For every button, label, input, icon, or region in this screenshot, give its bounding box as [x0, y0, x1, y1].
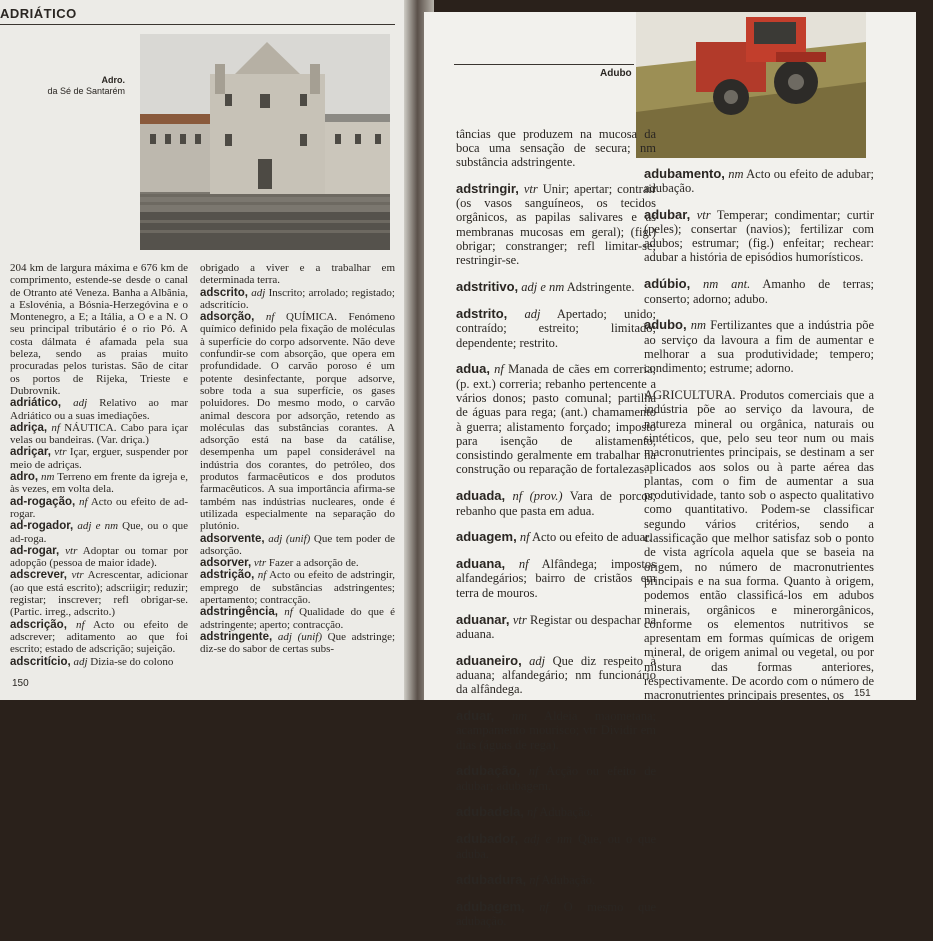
left-column-2: [200, 262, 395, 656]
headword: aduada,: [456, 488, 506, 504]
definition: O mesmo que adubação.: [456, 900, 657, 929]
part-of-speech: adj (unif): [268, 532, 311, 545]
definition: Içar, erguer, suspender por meio de adriças.: [10, 446, 189, 471]
headword: adubadela,: [456, 804, 524, 820]
entry-adstringir: [456, 182, 656, 268]
part-of-speech: adj e nm: [523, 832, 573, 847]
entry-aduaneiro: [456, 654, 656, 697]
entry-adubamento: [644, 167, 874, 196]
entry-continuation: tâncias que produzem na mucosa da boca uma sensação de secura; nm substância adstringente.: [456, 126, 656, 170]
headword: aduaneiro,: [456, 652, 522, 668]
definition: Dizia-se do colono: [90, 655, 174, 668]
part-of-speech: nf: [51, 421, 60, 434]
part-of-speech: adj (unif): [277, 630, 323, 643]
guide-word: Adubo: [600, 68, 632, 79]
photo-caption: [40, 75, 125, 97]
entry-adubadura: [456, 873, 656, 887]
headword: adstringente,: [200, 630, 273, 643]
entry-aduana: [456, 557, 656, 600]
definition: Fazer a adsorção de.: [268, 557, 359, 570]
definition: Acrescentar, adicionar (ao que está escrito); adscriigir; reduzir; registar; inscrever; refl obrigar-se. (Partic. irreg., adscrito.): [10, 569, 188, 619]
entry-adstritivo: [456, 280, 656, 294]
entry-adscriticio: [10, 656, 188, 668]
definition: Aldeia maometana; acampamento mourisco; vtr Dividir em dias (águas de rega).: [456, 709, 657, 752]
headword: adsorver,: [200, 557, 252, 570]
page-number-right: 151: [854, 688, 871, 699]
part-of-speech: nf: [284, 606, 293, 619]
entry-adubo: [644, 318, 874, 375]
part-of-speech: vtr: [54, 446, 67, 459]
definition: Registar ou despachar na aduana.: [456, 612, 656, 641]
definition: Acto ou efeito de aduar.: [531, 530, 652, 545]
part-of-speech: vtr: [512, 612, 527, 627]
part-of-speech: adj: [524, 306, 541, 321]
headword: adúbio,: [644, 276, 691, 292]
part-of-speech: nm ant.: [703, 277, 751, 292]
definition: Apertado; unido; contraído; estreito; limitado; dependente; restrito.: [456, 306, 656, 350]
definition: Que tem poder de adsorção.: [200, 532, 396, 557]
part-of-speech: vtr: [696, 207, 711, 222]
definition: Acto ou efeito de adscrever; aditamento ao que foi escrito; estado de adscrição; sujeição.: [10, 618, 188, 656]
headword: adsorção,: [200, 311, 255, 324]
part-of-speech: nf (prov.): [512, 489, 563, 504]
definition: Qualidade do que é adstringente; aperto; contracção.: [200, 606, 396, 631]
page-number-left: 150: [12, 678, 29, 689]
part-of-speech: adj e nm: [77, 520, 119, 533]
definition: QUÍMICA. Fenómeno químico definido pela fixação de moléculas à superfície do corpo adsorvente. Não deve confundir-se com absorção, que opera em profundidade. O carvão poroso é um potente desinfectante, porque adsorve, sobre toda a sua superfície, os gases poluidores. Do mesmo modo, o carvão animal descora por adsorção, retendo as moléculas das substâncias corantes. A adsorção está na base da catálise, desempenha um papel considerável na indústria dos corantes, do petróleo, dos produtos farmacêuticos e dos produtos farmacêuticos. A sua importância afirma-se também nas indústrias nucleares, onde é utilizada especialmente na separação do plutónio.: [200, 311, 395, 533]
entry-adstrito: [456, 307, 656, 350]
entry-continuation: obrigado a viver e a trabalhar em determinada terra.: [200, 262, 395, 287]
tractor-photo: [636, 12, 866, 158]
part-of-speech: adj: [73, 655, 88, 668]
header-rule: [454, 64, 634, 65]
headword: ad-rogador,: [10, 520, 74, 533]
entry-adstringente: [200, 631, 395, 656]
headword: adro,: [10, 471, 39, 484]
headword: aduagem,: [456, 529, 517, 545]
part-of-speech: nf: [527, 805, 537, 820]
part-of-speech: nf: [494, 362, 504, 377]
definition: Adoptar ou tomar por adopção (pessoa de maior idade).: [10, 544, 188, 570]
left-column-1: [10, 262, 188, 668]
part-of-speech: nf: [79, 495, 88, 508]
part-of-speech: nf: [528, 764, 539, 779]
headword: adubo,: [644, 317, 687, 333]
entry-adsorver: [200, 557, 395, 569]
entry-aduada: [456, 489, 656, 518]
definition: Acto ou efeito de ad-rogar.: [10, 495, 189, 520]
entry-adubio: [644, 277, 874, 306]
right-column-2: [644, 154, 874, 715]
right-page: [424, 12, 916, 929]
definition: Terreno em frente da igreja e, às vezes, em volta dela.: [10, 471, 188, 496]
definition: Que diz respeito à aduana; alfandegário; nm funcionário da alfândega.: [456, 653, 657, 697]
part-of-speech: vtr: [65, 544, 78, 557]
entry-adubador: [456, 832, 656, 861]
definition: Unir; apertar; contrair (os vasos sanguíneos, os tecidos orgânicos, as papilas salivares e as membranas mucosas em geral); (fig.) obrigar; constranger; refl limitar-se; restringir-se.: [456, 181, 657, 268]
caption-title: Adro.: [101, 75, 125, 85]
caption-text: da Sé de Santarém: [47, 86, 125, 96]
headword: adscritício,: [10, 655, 71, 668]
part-of-speech: adj: [73, 397, 88, 410]
part-of-speech: vtr: [253, 557, 267, 570]
part-of-speech: nf: [539, 900, 549, 915]
headword: aduanar,: [456, 611, 510, 627]
definition: Adstringente.: [566, 280, 635, 295]
definition: Vara de porcos; rebanho que pasta em adua.: [456, 489, 657, 518]
headword: adscrever,: [10, 569, 67, 582]
definition: Fertilizantes que a indústria põe ao serviço da lavoura a fim de aumentar e melhorar a sua produtividade; tempero; condimento; estrume; adorno.: [644, 318, 874, 376]
part-of-speech: nm: [690, 318, 707, 333]
entry-adubagem: [456, 900, 656, 929]
definition: Inscrito; arrolado; registado; adscritício.: [200, 286, 395, 311]
part-of-speech: nf: [518, 557, 529, 572]
entry-adrica: [10, 422, 188, 447]
entry-adubadela: [456, 805, 656, 819]
entry-aduar: [456, 709, 656, 752]
headword: ad-rogação,: [10, 495, 76, 508]
part-of-speech: nf: [529, 873, 539, 888]
headword: adscrição,: [10, 618, 67, 631]
left-page: [0, 0, 418, 700]
headword: adua,: [456, 361, 490, 377]
entry-continuation: 204 km de largura máxima e 676 km de comprimento, estende-se desde o canal de Otranto até Veneza. Banha a Albânia, a Eslovénia, a Bósnia-Herzegóvina e o Montenegro, a E; a Itália, a O e a N. O seu principal tributário é o rio Pó. A costa dálmata é afamada pela sua beleza, sendo as praias muito procuradas pelos turistas. São de citar os portos de Rijeka, Trieste e Dubrovnik.: [10, 262, 188, 397]
definition: Temperar; condimentar; curtir (peles); consertar (navios); fertilizar com adubos; estrumar; (fig.) enfeitar; rechear: adubar a história de episódios humorísticos.: [644, 207, 874, 265]
headword: adstritivo,: [456, 279, 519, 295]
entry-ad-rogador: [10, 520, 188, 545]
part-of-speech: vtr: [523, 181, 538, 196]
running-head: ADRIÁTICO: [0, 6, 77, 21]
entry-ad-rogar: [10, 545, 188, 570]
definition: Relativo ao mar Adriático ou a suas imediações.: [10, 397, 189, 422]
headword: adriçar,: [10, 446, 51, 459]
headword: adstringência,: [200, 606, 278, 619]
right-column-1: [456, 114, 656, 941]
entry-adua: [456, 362, 656, 476]
entry-ad-rogacao: [10, 496, 188, 521]
headword: adscrito,: [200, 286, 248, 299]
entry-adstricao: [200, 569, 395, 606]
definition: Acção ou efeito de adubar; adubagem.: [456, 764, 657, 793]
definition: Alfândega; impostos alfandegários; bairro de cristãos em terra de mouros.: [456, 557, 657, 600]
entry-adstringencia: [200, 606, 395, 631]
part-of-speech: nm: [728, 166, 744, 181]
definition: Amanho de terras; conserto; adorno; adubo.: [644, 277, 875, 306]
entry-adscrever: [10, 569, 188, 618]
headword: adsorvente,: [200, 532, 265, 545]
definition: Adubação.: [539, 805, 594, 820]
part-of-speech: vtr: [71, 569, 84, 582]
entry-adubar: [644, 208, 874, 265]
part-of-speech: nf: [257, 569, 267, 582]
headword: adstrito,: [456, 305, 508, 321]
headword: adstringir,: [456, 180, 519, 196]
part-of-speech: adj: [251, 286, 266, 299]
entry-adriatico: [10, 397, 188, 422]
definition: Acto ou efeito de adstringir, emprego de substâncias adstringentes; apertamento; contracção.: [200, 569, 395, 607]
header-rule: [0, 24, 395, 25]
church-photo: [140, 34, 390, 250]
part-of-speech: adj e nm: [521, 280, 565, 295]
definition: Acto ou efeito de adubar; adubação.: [644, 166, 874, 195]
part-of-speech: nf: [265, 311, 275, 324]
entry-aduagem: [456, 530, 656, 544]
headword: aduar,: [456, 708, 495, 723]
headword: aduana,: [456, 556, 506, 572]
entry-adubo-agricultura: AGRICULTURA. Produtos comerciais que a indústria põe ao serviço da lavoura, de natureza mineral ou orgânica, naturais ou sintéticos, que, pelo seu teor num ou mais macronutrientes principais, se destinam a ser aplicados aos solos ou à parte aérea das plantas, com o fim de aumentar a sua produtividade, tanto sob o aspecto qualitativo como quantitativo. Podem-se classificar segundo vários critérios, sendo a classificação que melhor satisfaz sob o ponto de vista agrícola aquela que se baseia na origem, no número de macronutrientes principais e na sua forma. Quanto à origem, podemos então classificá-los em adubos minerais, orgânicos e minerorgânicos, conforme os elementos nutritivos se apresentam em formas químicas de origem mineral, de origem animal ou vegetal, ou por mistura das formas anteriores, respectivamente. De acordo com o número de macronutrientes principais presentes, os: [644, 388, 874, 703]
definition: Que, ou o que aduba.: [456, 832, 657, 861]
part-of-speech: nf: [519, 530, 530, 545]
headword: adstrição,: [200, 569, 255, 582]
entry-adscrito: [200, 287, 395, 312]
entry-adsorvente: [200, 533, 395, 558]
definition: Adubação.: [541, 873, 596, 888]
part-of-speech: nf: [75, 618, 85, 631]
entry-adscricao: [10, 619, 188, 656]
entry-aduanar: [456, 613, 656, 642]
entry-adubacao: [456, 764, 656, 793]
entry-adro: [10, 471, 188, 496]
definition: NÁUTICA. Cabo para içar velas ou bandeiras. (Var. driça.): [10, 421, 188, 447]
headword: adubamento,: [644, 165, 725, 181]
headword: adriático,: [10, 397, 62, 410]
headword: adubar,: [644, 206, 691, 222]
headword: ad-rogar,: [10, 544, 60, 557]
entry-adricar: [10, 446, 188, 471]
headword: adubador,: [456, 831, 519, 847]
headword: adubagem,: [456, 899, 525, 915]
entry-adsorcao: [200, 311, 395, 532]
headword: adubação,: [456, 763, 521, 779]
part-of-speech: nm: [511, 709, 528, 723]
definition: Que, ou o que ad-roga.: [10, 520, 188, 545]
definition: Que adstringe; diz-se do sabor de certas subs-: [200, 630, 396, 656]
part-of-speech: nm: [41, 471, 55, 484]
headword: adubadura,: [456, 872, 527, 888]
part-of-speech: adj: [529, 653, 546, 668]
headword: adriça,: [10, 421, 48, 434]
definition: Manada de cães em correria; (p. ext.) correria; rebanho pertencente a vários donos; pasto comunal; partilha de águas para rega; (ant.) chamamento à guerra; alistamento forçado; imposto para isenção de alistamento, consistindo geralmente em trabalhar na construção ou reparação de fortalezas.: [456, 362, 656, 477]
